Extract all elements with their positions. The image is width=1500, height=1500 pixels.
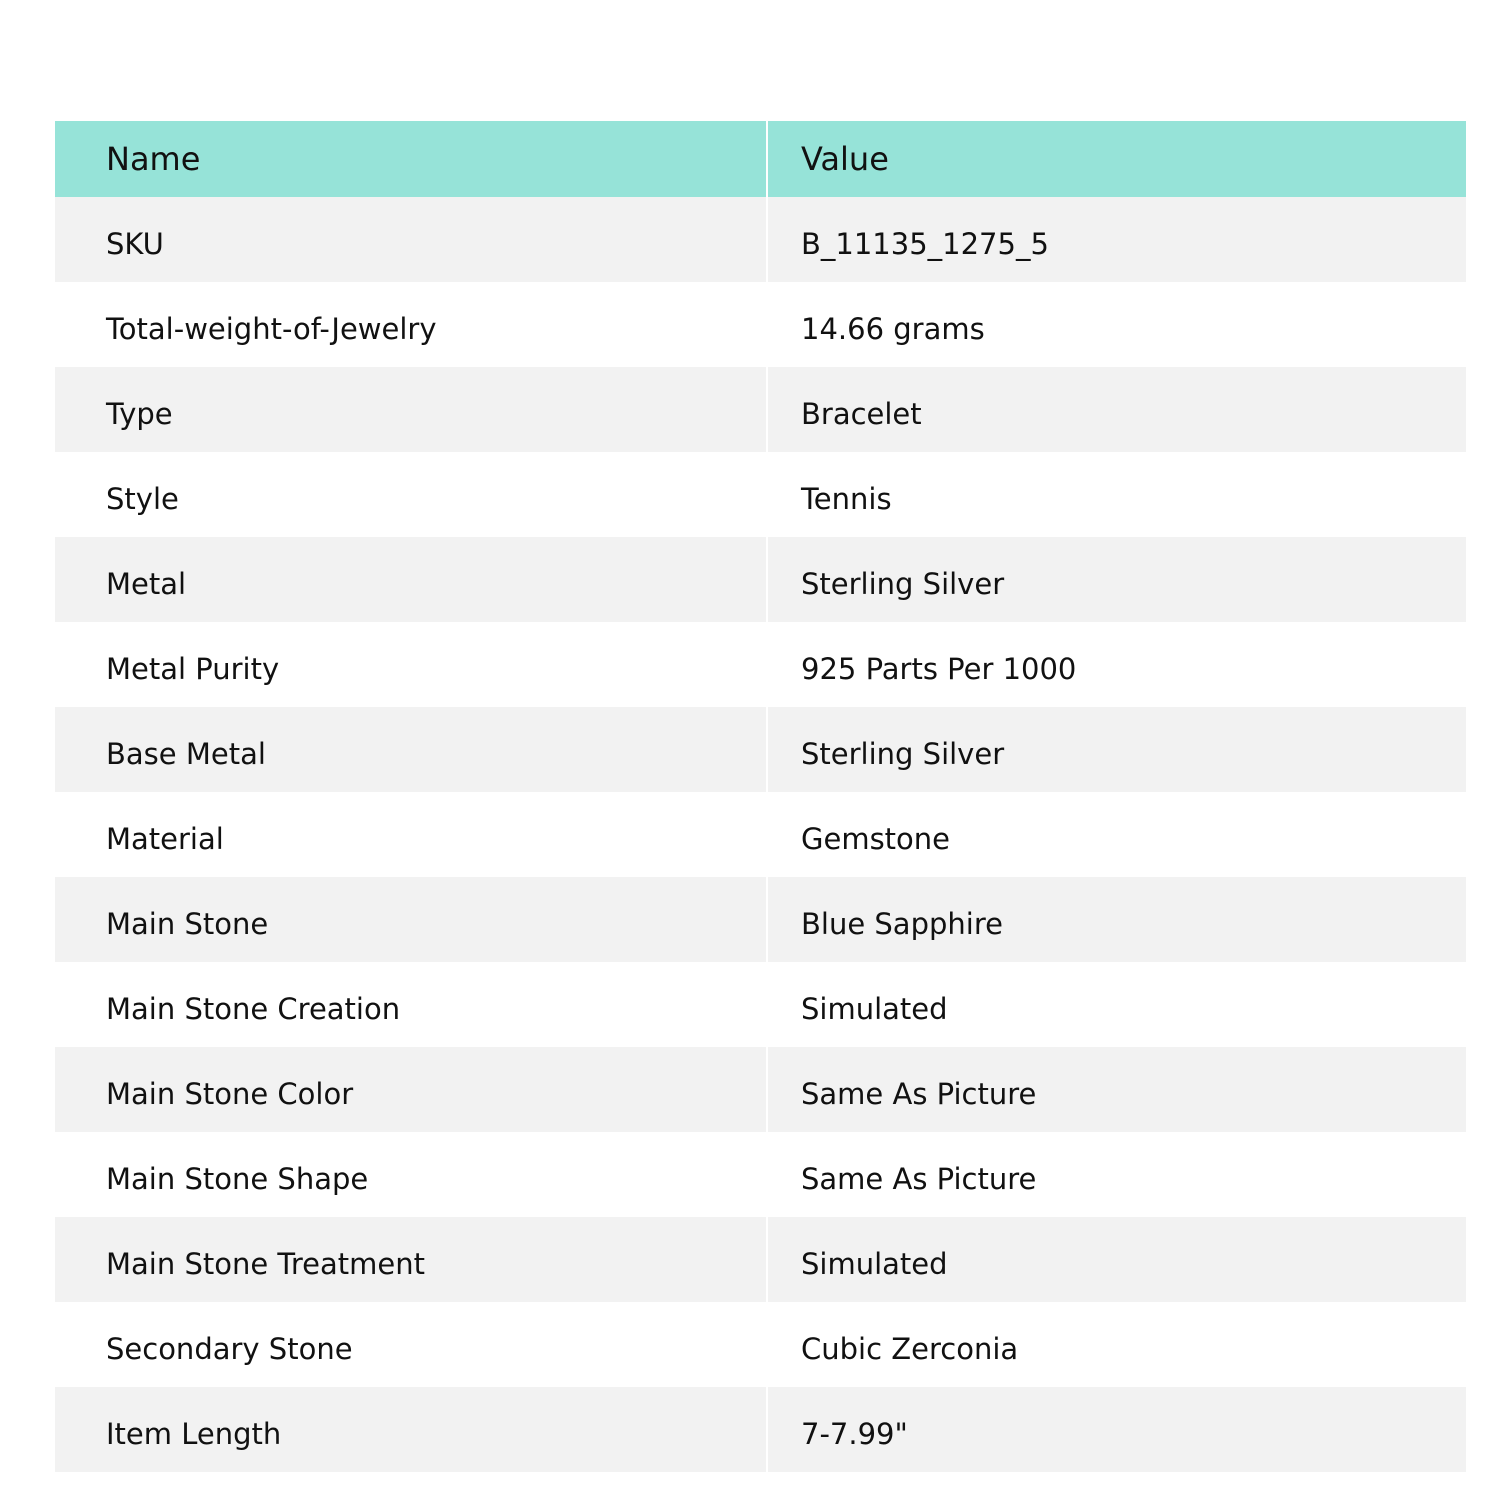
row-value-cell: 14.66 grams xyxy=(768,282,1466,367)
row-name-cell: Material xyxy=(55,792,766,877)
header-value: Value xyxy=(768,121,1466,197)
row-value-cell: Tennis xyxy=(768,452,1466,537)
table-row xyxy=(55,367,1466,452)
row-name-cell: Main Stone Color xyxy=(55,1047,766,1132)
table-row xyxy=(55,622,1466,707)
row-value-cell: Same As Picture xyxy=(768,1047,1466,1132)
table-row xyxy=(55,197,1466,282)
table-row xyxy=(55,707,1466,792)
table-row xyxy=(55,452,1466,537)
row-value-cell: Gemstone xyxy=(768,792,1466,877)
table-row xyxy=(55,792,1466,877)
table-row xyxy=(55,877,1466,962)
row-name-cell: Main Stone Shape xyxy=(55,1132,766,1217)
row-name-cell: Main Stone xyxy=(55,877,766,962)
header-name: Name xyxy=(55,121,766,197)
row-value-cell: Bracelet xyxy=(768,367,1466,452)
row-name-cell: Main Stone Creation xyxy=(55,962,766,1047)
table-row xyxy=(55,1047,1466,1132)
row-value-cell: 925 Parts Per 1000 xyxy=(768,622,1466,707)
row-value-cell: Same As Picture xyxy=(768,1132,1466,1217)
table-row xyxy=(55,962,1466,1047)
table-row xyxy=(55,1302,1466,1387)
row-name-cell: SKU xyxy=(55,197,766,282)
table-row xyxy=(55,1387,1466,1472)
row-name-cell: Item Length xyxy=(55,1387,766,1472)
row-value-cell: B_11135_1275_5 xyxy=(768,197,1466,282)
row-name-cell: Type xyxy=(55,367,766,452)
row-name-cell: Metal xyxy=(55,537,766,622)
row-name-cell: Total-weight-of-Jewelry xyxy=(55,282,766,367)
row-value-cell: Blue Sapphire xyxy=(768,877,1466,962)
row-name-cell: Main Stone Treatment xyxy=(55,1217,766,1302)
row-value-cell: 7-7.99" xyxy=(768,1387,1466,1472)
row-name-cell: Base Metal xyxy=(55,707,766,792)
table-row xyxy=(55,1132,1466,1217)
row-name-cell: Secondary Stone xyxy=(55,1302,766,1387)
row-name-cell: Style xyxy=(55,452,766,537)
row-value-cell: Cubic Zerconia xyxy=(768,1302,1466,1387)
table-row xyxy=(55,537,1466,622)
table-row xyxy=(55,1217,1466,1302)
row-value-cell: Sterling Silver xyxy=(768,707,1466,792)
table-body xyxy=(55,197,1466,1472)
table-row xyxy=(55,282,1466,367)
row-name-cell: Metal Purity xyxy=(55,622,766,707)
row-value-cell: Sterling Silver xyxy=(768,537,1466,622)
row-value-cell: Simulated xyxy=(768,962,1466,1047)
product-spec-table xyxy=(55,121,1466,1472)
table-header xyxy=(55,121,1466,197)
row-value-cell: Simulated xyxy=(768,1217,1466,1302)
